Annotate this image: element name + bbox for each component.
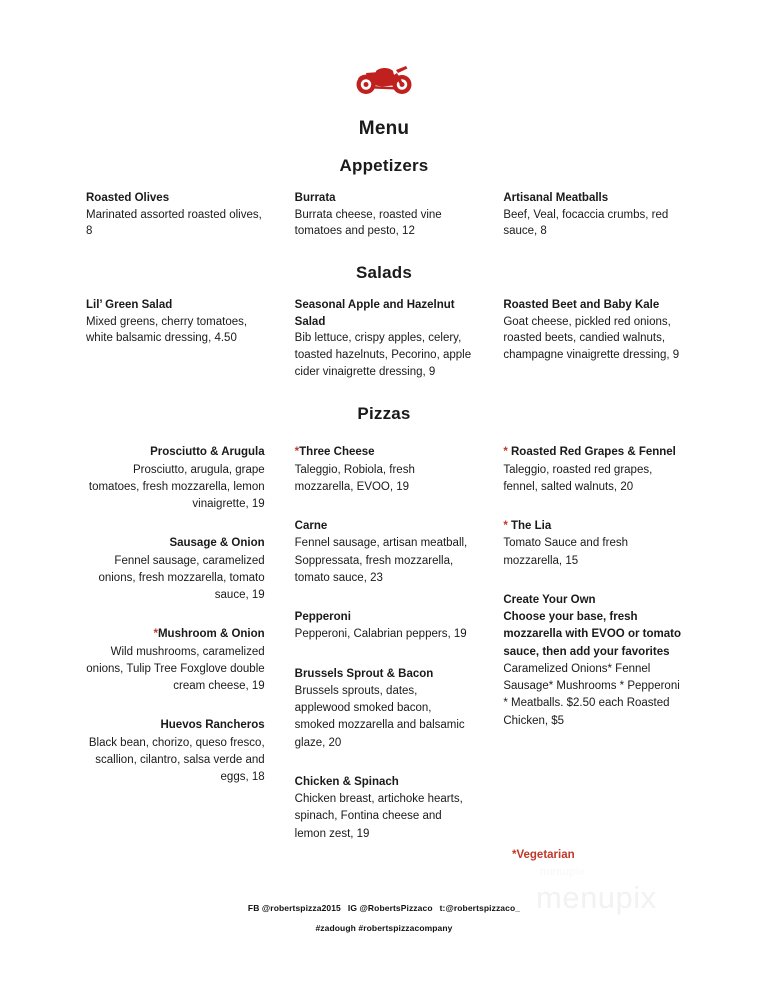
menu-item bbox=[503, 518, 682, 570]
menu-item bbox=[86, 626, 265, 695]
item-description: Black bean, chorizo, queso fresco, scallion, cilantro, salsa verde and eggs, 18 bbox=[88, 736, 265, 784]
item-description: Beef, Veal, focaccia crumbs, red sauce, 8 bbox=[503, 208, 669, 238]
item-name: Artisanal Meatballs bbox=[503, 192, 609, 204]
item-name bbox=[295, 518, 474, 535]
vegetarian-star-icon: * bbox=[153, 628, 158, 641]
menu-item bbox=[295, 190, 474, 240]
appetizers-column-3 bbox=[503, 190, 682, 240]
menu-item bbox=[295, 774, 474, 843]
item-description: Burrata cheese, roasted vine tomatoes and pesto, 12 bbox=[294, 208, 442, 238]
menu-item bbox=[503, 190, 682, 240]
menu-item bbox=[86, 444, 265, 513]
salads-column-2 bbox=[295, 297, 474, 380]
item-name bbox=[295, 609, 474, 626]
menu-item bbox=[86, 535, 265, 604]
menu-item bbox=[295, 609, 474, 644]
pizzas-column-2 bbox=[295, 444, 474, 843]
footer-hashtags: #zadough #robertspizzacompany bbox=[315, 923, 453, 933]
item-description: Prosciutto, arugula, grape tomatoes, fresh mozzarella, lemon vinaigrette, 19 bbox=[88, 463, 265, 511]
item-description: Mixed greens, cherry tomatoes, white balsamic dressing, 4.50 bbox=[86, 315, 248, 345]
item-description: Goat cheese, pickled red onions, roasted beets, candied walnuts, champagne vinaigrette dressing, 9 bbox=[503, 315, 680, 362]
item-name-text: Pepperoni bbox=[294, 611, 351, 624]
menu-item bbox=[295, 297, 474, 380]
item-name: Burrata bbox=[294, 192, 336, 204]
item-name bbox=[503, 444, 682, 461]
item-name bbox=[295, 666, 474, 683]
pizzas-columns bbox=[86, 444, 682, 843]
item-description: Pepperoni, Calabrian peppers, 19 bbox=[294, 628, 467, 641]
item-description: Brussels sprouts, dates, applewood smoked bacon, smoked mozzarella and balsamic glaze, 20 bbox=[294, 684, 465, 749]
item-name bbox=[503, 518, 682, 535]
appetizers-columns bbox=[86, 190, 682, 240]
create-your-own-block bbox=[503, 592, 682, 730]
item-name-text: Prosciutto & Arugula bbox=[150, 446, 265, 459]
item-name-text: Chicken & Spinach bbox=[294, 775, 399, 788]
item-description: Fennel sausage, artisan meatball, Soppressata, fresh mozzarella, tomato sauce, 23 bbox=[294, 537, 468, 584]
item-name: Create Your Own bbox=[503, 593, 596, 606]
item-name: Roasted Olives bbox=[86, 192, 170, 204]
vegetarian-star-icon: * bbox=[294, 446, 300, 459]
salads-columns bbox=[86, 297, 682, 380]
section-heading-pizzas: Pizzas bbox=[357, 404, 411, 424]
menu-item bbox=[86, 717, 265, 786]
item-description: Taleggio, roasted red grapes, fennel, salted walnuts, 20 bbox=[503, 463, 653, 493]
item-description: Wild mushrooms, caramelized onions, Tulip Tree Foxglove double cream cheese, 19 bbox=[86, 645, 265, 693]
menu-item bbox=[295, 518, 474, 587]
menu-item bbox=[295, 444, 474, 496]
motorcycle-logo-icon bbox=[354, 62, 414, 96]
pizzas-column-3 bbox=[503, 444, 682, 843]
create-your-own-description: Choose your base, fresh mozzarella with EVOO or tomato sauce, then add your favorites bbox=[503, 611, 681, 658]
menu-item bbox=[295, 666, 474, 752]
create-your-own-extras: Caramelized Onions* Fennel Sausage* Mushrooms * Pepperoni * Meatballs. $2.50 each Roasted Chicken, $5 bbox=[503, 662, 680, 727]
page-title: Menu bbox=[358, 118, 410, 139]
item-description: Chicken breast, artichoke hearts, spinach, Fontina cheese and lemon zest, 19 bbox=[294, 793, 463, 840]
item-name: Roasted Beet and Baby Kale bbox=[503, 299, 660, 312]
menu-item bbox=[503, 297, 682, 364]
item-description: Tomato Sauce and fresh mozzarella, 15 bbox=[503, 537, 628, 567]
vegetarian-star-icon: * bbox=[503, 446, 511, 459]
salads-column-1 bbox=[86, 297, 265, 380]
footer-social-line bbox=[0, 903, 768, 913]
item-name-text: Brussels Sprout & Bacon bbox=[294, 667, 434, 680]
salads-column-3 bbox=[503, 297, 682, 380]
appetizers-column-1 bbox=[86, 190, 265, 240]
watermark-subtext: menupix bbox=[540, 866, 586, 878]
item-description: Marinated assorted roasted olives, 8 bbox=[86, 208, 262, 238]
item-name bbox=[86, 717, 265, 734]
item-name-text: Three Cheese bbox=[299, 446, 375, 459]
section-heading-salads: Salads bbox=[355, 263, 412, 283]
section-heading-appetizers: Appetizers bbox=[339, 156, 429, 175]
item-name-text: Huevos Rancheros bbox=[160, 719, 265, 732]
item-name-text: Mushroom & Onion bbox=[157, 628, 265, 641]
footer-instagram: IG @RobertsPizzaco bbox=[347, 903, 433, 913]
menu-item bbox=[86, 190, 265, 240]
footer-twitter: t:@robertspizzaco_ bbox=[439, 903, 521, 913]
appetizers-column-2 bbox=[295, 190, 474, 240]
item-name: Lil’ Green Salad bbox=[86, 299, 173, 312]
item-name bbox=[86, 626, 265, 643]
item-description: Bib lettuce, crispy apples, celery, toasted hazelnuts, Pecorino, apple cider vinaigrette dressing, 9 bbox=[294, 332, 472, 378]
logo-container bbox=[86, 0, 682, 102]
watermark: menupix bbox=[536, 880, 657, 915]
item-name-text: Sausage & Onion bbox=[169, 537, 265, 550]
item-name bbox=[295, 444, 474, 461]
item-name: Seasonal Apple and Hazelnut Salad bbox=[294, 299, 455, 328]
item-name-text: The Lia bbox=[511, 520, 552, 533]
item-name bbox=[295, 774, 474, 791]
item-name bbox=[86, 535, 265, 552]
item-name bbox=[86, 444, 265, 461]
item-description: Fennel sausage, caramelized onions, fresh mozzarella, tomato sauce, 19 bbox=[98, 554, 265, 602]
footer-facebook: FB @robertspizza2015 bbox=[247, 903, 341, 913]
pizzas-column-1 bbox=[86, 444, 265, 843]
footer bbox=[0, 903, 768, 933]
vegetarian-star-icon: * bbox=[503, 520, 511, 533]
item-name-text: Carne bbox=[294, 520, 328, 533]
item-name-text: Roasted Red Grapes & Fennel bbox=[511, 446, 676, 459]
vegetarian-legend: *Vegetarian bbox=[512, 849, 575, 861]
item-description: Taleggio, Robiola, fresh mozzarella, EVOO, 19 bbox=[294, 463, 415, 493]
menu-item bbox=[86, 297, 265, 347]
menu-item bbox=[503, 444, 682, 496]
